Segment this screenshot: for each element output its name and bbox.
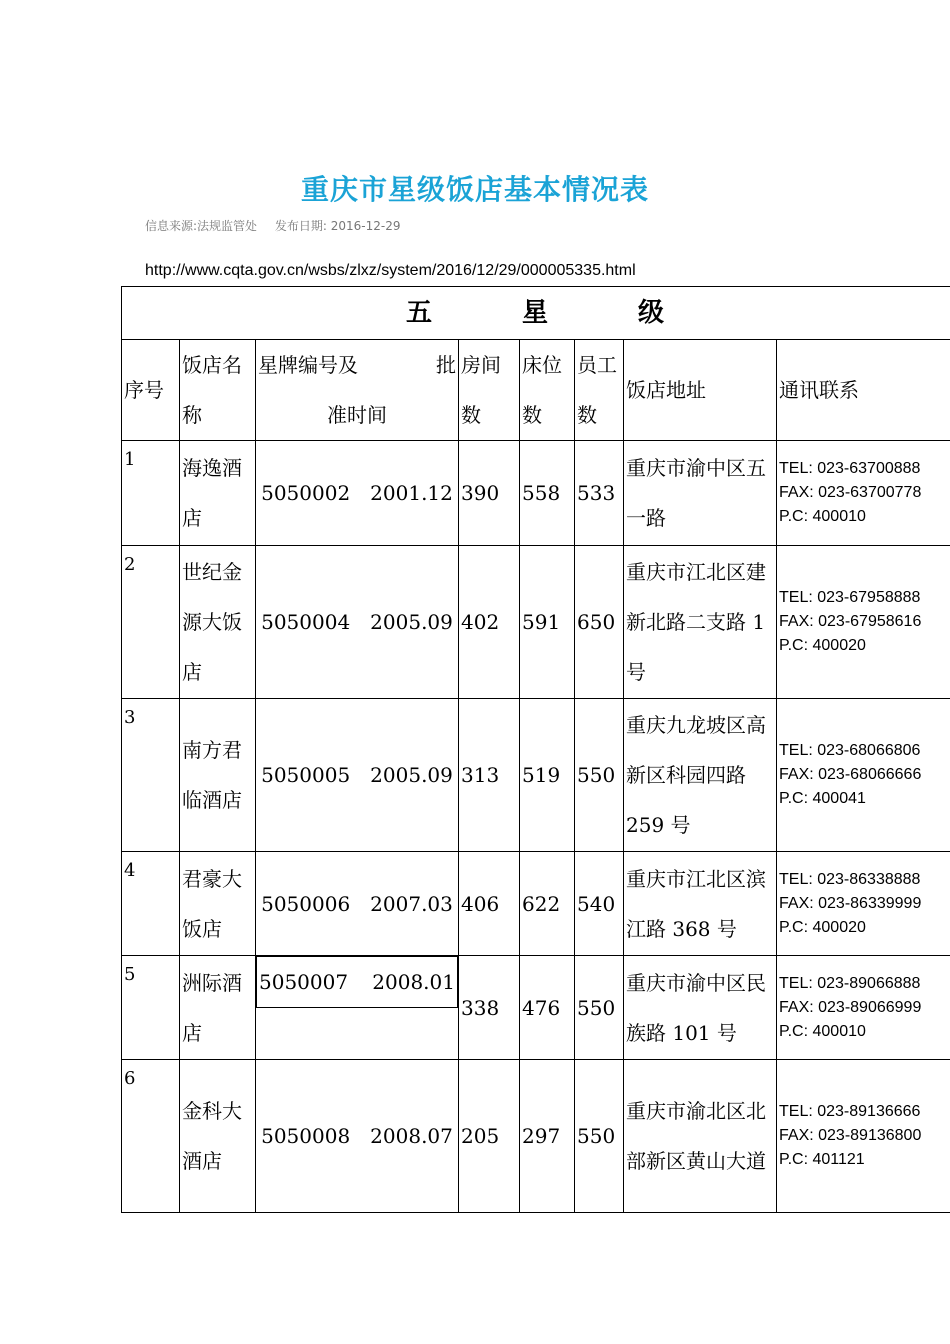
header-staff: 员工数 bbox=[575, 340, 624, 441]
cell-code-date: 2007.03 bbox=[370, 891, 453, 916]
cell-code bbox=[256, 956, 458, 1008]
cell-code-no: 5050007 bbox=[259, 970, 349, 994]
cell-rooms: 406 bbox=[459, 852, 520, 956]
cell-code bbox=[256, 699, 459, 852]
cell-tel: TEL: 023-86338888 bbox=[779, 870, 921, 888]
cell-staff: 650 bbox=[575, 546, 624, 699]
cell-pc: P.C: 400020 bbox=[779, 918, 866, 936]
page-title: 重庆市星级饭店基本情况表 bbox=[300, 173, 649, 206]
cell-code-no: 5050005 bbox=[261, 763, 351, 787]
cell-name: 君豪大饭店 bbox=[180, 852, 256, 956]
header-address: 饭店地址 bbox=[624, 340, 777, 441]
table-row bbox=[122, 546, 950, 699]
cell-contact bbox=[777, 956, 950, 1060]
cell-pc: P.C: 400010 bbox=[779, 508, 866, 525]
cell-fax: FAX: 023-89136800 bbox=[779, 1127, 922, 1144]
cell-name: 金科大酒店 bbox=[180, 1060, 256, 1213]
cell-code-no: 5050004 bbox=[261, 610, 351, 634]
cell-address: 重庆市江北区建新北路二支路 1 号 bbox=[624, 546, 777, 699]
source-text: 信息来源:法规监管处 bbox=[145, 219, 258, 233]
cell-seq: 3 bbox=[122, 699, 180, 852]
table-row bbox=[122, 1060, 950, 1213]
source-url[interactable]: http://www.cqta.gov.cn/wsbs/zlxz/system/2016/12/29/000005335.html bbox=[145, 262, 636, 279]
cell-code-date: 2005.09 bbox=[370, 763, 453, 787]
cell-code bbox=[256, 546, 459, 699]
cell-name: 南方君临酒店 bbox=[180, 699, 256, 852]
cell-staff: 550 bbox=[575, 1060, 624, 1213]
cell-code-date: 2008.07 bbox=[370, 1124, 453, 1148]
cell-tel: TEL: 023-89066888 bbox=[779, 974, 921, 992]
table-row bbox=[122, 699, 950, 852]
header-code-a: 星牌编号及 bbox=[258, 353, 358, 377]
cell-beds: 558 bbox=[520, 441, 575, 546]
cell-fax: FAX: 023-67958616 bbox=[779, 613, 922, 630]
table-row bbox=[122, 956, 950, 1060]
header-rooms: 房间数 bbox=[459, 340, 520, 441]
cell-tel: TEL: 023-68066806 bbox=[779, 742, 921, 759]
cell-code bbox=[256, 1060, 459, 1213]
grade-label: 五星级 bbox=[122, 287, 950, 340]
table-row bbox=[122, 852, 950, 956]
cell-seq: 4 bbox=[122, 852, 180, 956]
cell-code-no: 5050002 bbox=[261, 481, 351, 505]
cell-name: 海逸酒店 bbox=[180, 441, 256, 546]
cell-staff: 540 bbox=[575, 852, 624, 956]
header-code-b: 批 bbox=[436, 353, 456, 377]
cell-beds: 622 bbox=[520, 852, 575, 956]
cell-contact bbox=[777, 441, 950, 546]
cell-beds: 519 bbox=[520, 699, 575, 852]
header-contact: 通讯联系 bbox=[777, 340, 950, 441]
cell-rooms: 205 bbox=[459, 1060, 520, 1213]
cell-code bbox=[256, 441, 459, 546]
header-beds: 床位数 bbox=[520, 340, 575, 441]
cell-contact bbox=[777, 546, 950, 699]
cell-contact bbox=[777, 699, 950, 852]
source-line bbox=[145, 217, 414, 234]
cell-code bbox=[256, 852, 459, 956]
cell-rooms: 402 bbox=[459, 546, 520, 699]
cell-fax: FAX: 023-63700778 bbox=[779, 484, 922, 501]
cell-seq: 6 bbox=[122, 1060, 180, 1213]
cell-seq: 2 bbox=[122, 546, 180, 699]
cell-seq: 5 bbox=[122, 956, 180, 1060]
header-name: 饭店名称 bbox=[180, 340, 256, 441]
cell-address: 重庆市渝北区北部新区黄山大道 bbox=[624, 1060, 777, 1213]
header-code bbox=[256, 340, 459, 441]
cell-name: 世纪金源大饭店 bbox=[180, 546, 256, 699]
cell-address: 重庆市江北区滨江路 368 号 bbox=[624, 852, 777, 956]
cell-fax: FAX: 023-68066666 bbox=[779, 766, 922, 783]
cell-pc: P.C: 401121 bbox=[779, 1151, 865, 1168]
cell-rooms: 390 bbox=[459, 441, 520, 546]
cell-fax: FAX: 023-89066999 bbox=[779, 998, 922, 1016]
cell-beds: 476 bbox=[520, 956, 575, 1060]
cell-contact bbox=[777, 1060, 950, 1213]
cell-pc: P.C: 400010 bbox=[779, 1022, 866, 1040]
cell-tel: TEL: 023-67958888 bbox=[779, 589, 921, 606]
cell-fax: FAX: 023-86339999 bbox=[779, 894, 922, 912]
cell-pc: P.C: 400020 bbox=[779, 637, 866, 654]
header-row bbox=[122, 340, 950, 441]
cell-staff: 550 bbox=[575, 699, 624, 852]
cell-code-no: 5050006 bbox=[261, 891, 351, 916]
cell-code-date: 2008.01 bbox=[372, 970, 455, 994]
cell-code-date: 2005.09 bbox=[370, 610, 453, 634]
hotel-table bbox=[121, 286, 950, 1213]
cell-rooms: 338 bbox=[459, 956, 520, 1060]
header-code-c: 准时间 bbox=[327, 403, 387, 427]
cell-rooms: 313 bbox=[459, 699, 520, 852]
cell-name: 洲际酒店 bbox=[180, 956, 256, 1060]
cell-beds: 297 bbox=[520, 1060, 575, 1213]
publish-date: 发布日期: 2016-12-29 bbox=[274, 219, 401, 233]
cell-code-date: 2001.12 bbox=[370, 481, 453, 505]
cell-pc: P.C: 400041 bbox=[779, 790, 866, 807]
cell-contact bbox=[777, 852, 950, 956]
header-seq: 序号 bbox=[122, 340, 180, 441]
cell-address: 重庆市渝中区民族路 101 号 bbox=[624, 956, 777, 1060]
cell-address: 重庆市渝中区五一路 bbox=[624, 441, 777, 546]
cell-tel: TEL: 023-63700888 bbox=[779, 460, 921, 477]
cell-address: 重庆九龙坡区高新区科园四路 259 号 bbox=[624, 699, 777, 852]
cell-tel: TEL: 023-89136666 bbox=[779, 1103, 921, 1120]
cell-beds: 591 bbox=[520, 546, 575, 699]
grade-row bbox=[122, 287, 950, 340]
cell-code-no: 5050008 bbox=[261, 1124, 351, 1148]
cell-staff: 550 bbox=[575, 956, 624, 1060]
table-row bbox=[122, 441, 950, 546]
cell-seq: 1 bbox=[122, 441, 180, 546]
cell-staff: 533 bbox=[575, 441, 624, 546]
